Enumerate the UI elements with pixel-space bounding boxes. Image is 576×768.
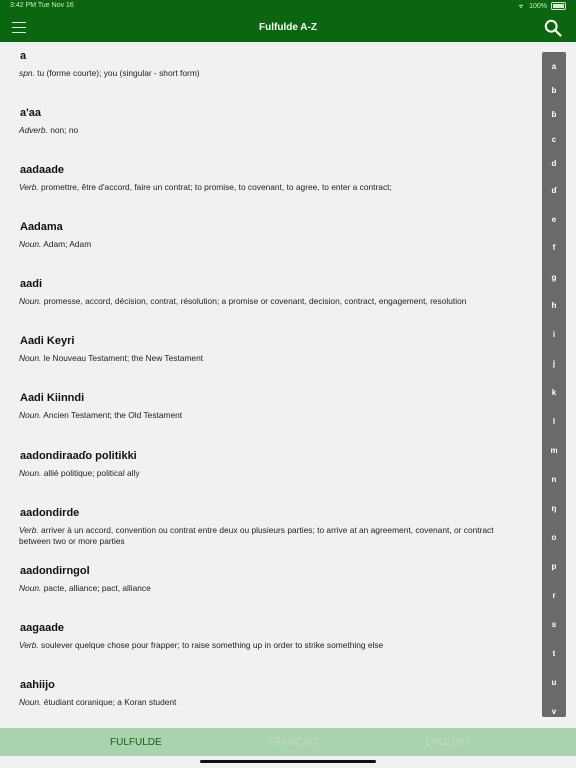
- list-item[interactable]: [20, 50, 520, 79]
- definition-text: soulever quelque chose pour frapper; to raise something up in order to strike something else: [41, 640, 384, 650]
- index-letter[interactable]: h: [551, 301, 557, 310]
- list-item[interactable]: [20, 164, 520, 193]
- index-letter[interactable]: a: [551, 62, 557, 71]
- list-item[interactable]: [20, 278, 520, 307]
- status-time: 3:42 PM Tue Nov 16: [10, 2, 74, 9]
- list-item[interactable]: [20, 679, 520, 708]
- entry-definition: [19, 296, 520, 307]
- index-letter[interactable]: e: [551, 215, 557, 224]
- part-of-speech: Noun.: [19, 468, 42, 478]
- index-letter[interactable]: ɗ: [551, 186, 557, 195]
- entry-headword: aadondirngol: [20, 565, 90, 577]
- status-indicators: [517, 2, 566, 10]
- definition-text: promettre, être d'accord, faire un contrat; to promise, to covenant, to agree, to enter a contract;: [41, 182, 392, 192]
- definition-text: Adam; Adam: [43, 239, 92, 249]
- tab-francais[interactable]: FRANÇAIS: [268, 737, 319, 748]
- battery-icon: [551, 2, 566, 10]
- index-letter[interactable]: r: [552, 591, 556, 600]
- index-letter[interactable]: d: [551, 159, 557, 168]
- index-letter[interactable]: u: [551, 678, 557, 687]
- entry-headword: aadaade: [20, 164, 65, 176]
- index-letter[interactable]: v: [551, 707, 557, 716]
- language-tab-bar: [0, 728, 576, 756]
- app-header: [0, 0, 576, 42]
- index-letter[interactable]: m: [550, 446, 558, 455]
- page-title: Fulfulde A-Z: [259, 22, 317, 33]
- part-of-speech: Adverb.: [19, 125, 48, 135]
- part-of-speech: Noun.: [19, 239, 42, 249]
- part-of-speech: Noun.: [19, 296, 42, 306]
- definition-text: arriver à un accord, convention ou contrat entre deux ou plusieurs parties; to arrive at an agreement, covenant, or contract between two or more parties: [19, 525, 494, 546]
- part-of-speech: Noun.: [19, 410, 42, 420]
- entry-headword: aadondiraaɗo politikki: [20, 450, 137, 462]
- index-letter[interactable]: ɓ: [551, 110, 557, 119]
- tab-fulfulde[interactable]: FULFULDE: [110, 737, 162, 748]
- definition-text: le Nouveau Testament; the New Testament: [43, 353, 204, 363]
- search-icon[interactable]: [544, 19, 562, 37]
- list-item[interactable]: [20, 507, 520, 547]
- definition-text: tu (forme courte); you (singular - short form): [37, 68, 200, 78]
- part-of-speech: Noun.: [19, 697, 42, 707]
- list-item[interactable]: [20, 450, 520, 479]
- part-of-speech: Noun.: [19, 353, 42, 363]
- entry-definition: [19, 353, 520, 364]
- entry-definition: [19, 182, 520, 193]
- entry-headword: Aadi Kiinndi: [20, 392, 85, 404]
- index-letter[interactable]: j: [552, 359, 556, 368]
- alphabet-index[interactable]: [542, 52, 566, 717]
- index-letter[interactable]: f: [552, 243, 556, 252]
- entry-headword: aadondirde: [20, 507, 80, 519]
- index-letter[interactable]: l: [552, 417, 556, 426]
- definition-text: étudiant coranique; a Koran student: [43, 697, 177, 707]
- index-letter[interactable]: c: [551, 135, 557, 144]
- entry-headword: Aadi Keyri: [20, 335, 75, 347]
- index-letter[interactable]: i: [552, 330, 556, 339]
- entry-headword: aadi: [20, 278, 43, 290]
- entry-definition: [19, 410, 520, 421]
- index-letter[interactable]: b: [551, 86, 557, 95]
- index-letter[interactable]: ŋ: [551, 504, 557, 513]
- home-area: [0, 756, 576, 768]
- tab-english[interactable]: ENGLISH: [425, 737, 469, 748]
- part-of-speech: Verb.: [19, 182, 39, 192]
- entry-headword: a'aa: [20, 107, 41, 119]
- index-letter[interactable]: p: [551, 562, 557, 571]
- list-item[interactable]: [20, 107, 520, 136]
- entry-definition: [19, 640, 520, 651]
- list-item[interactable]: [20, 565, 520, 594]
- index-letter[interactable]: t: [552, 649, 556, 658]
- entry-definition: [19, 125, 520, 136]
- part-of-speech: Verb.: [19, 640, 39, 650]
- list-item[interactable]: [20, 221, 520, 250]
- part-of-speech: Noun.: [19, 583, 42, 593]
- entry-headword: a: [20, 50, 27, 62]
- definition-text: allié politique; political ally: [43, 468, 140, 478]
- entry-headword: Aadama: [20, 221, 63, 233]
- index-letter[interactable]: s: [551, 620, 557, 629]
- list-item[interactable]: [20, 335, 520, 364]
- list-item[interactable]: [20, 392, 520, 421]
- index-letter[interactable]: k: [551, 388, 557, 397]
- index-letter[interactable]: o: [551, 533, 557, 542]
- wifi-icon: [517, 3, 525, 9]
- definition-text: non; no: [50, 125, 79, 135]
- index-letter[interactable]: g: [551, 273, 557, 282]
- entry-headword: aahiijo: [20, 679, 55, 691]
- definition-text: promesse, accord, décision, contrat, résolution; a promise or covenant, decision, contract, engagement, resolution: [43, 296, 467, 306]
- definition-text: pacte, alliance; pact, alliance: [43, 583, 151, 593]
- part-of-speech: Verb.: [19, 525, 39, 535]
- definition-text: Ancien Testament; the Old Testament: [43, 410, 183, 420]
- entry-definition: [19, 697, 520, 708]
- entry-definition: [19, 583, 520, 594]
- battery-percent: 100%: [529, 2, 547, 10]
- entry-definition: [19, 239, 520, 250]
- part-of-speech: spn.: [19, 68, 35, 78]
- entry-definition: [19, 525, 520, 547]
- home-indicator[interactable]: [200, 760, 376, 763]
- entry-definition: [19, 468, 520, 479]
- index-letter[interactable]: n: [551, 475, 557, 484]
- entry-list[interactable]: [0, 42, 536, 728]
- list-item[interactable]: [20, 622, 520, 651]
- entry-definition: [19, 68, 520, 79]
- entry-headword: aagaade: [20, 622, 65, 634]
